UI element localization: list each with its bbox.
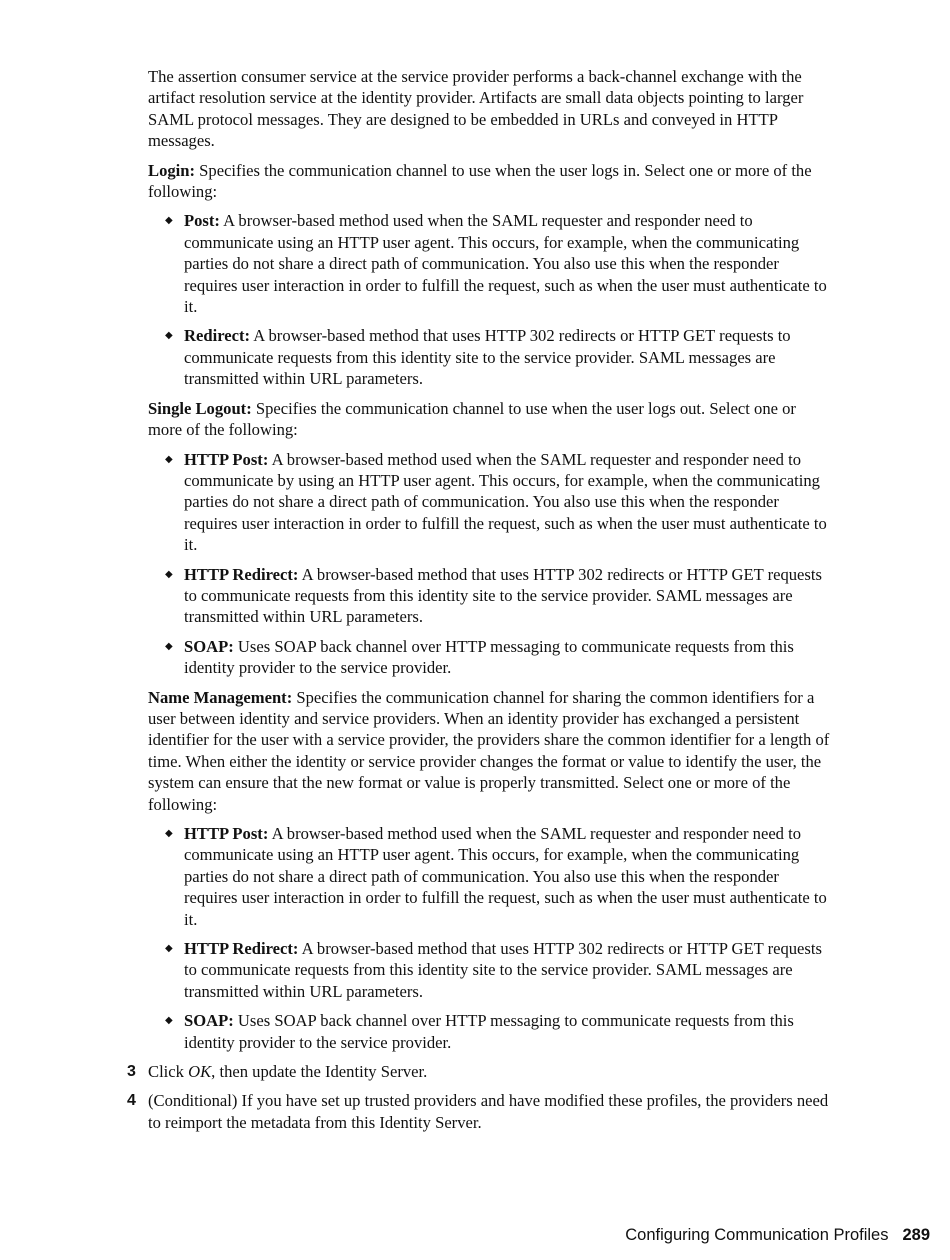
term-label: Login: [148, 160, 196, 180]
name-management-options-list [148, 823, 832, 1053]
intro-paragraph: The assertion consumer service at the service provider performs a back-channel exchange with the artifact resolution service at the identity provider. Artifacts are small data objects pointing to larger SAML protocol messages. They are designed to be embedded in URLs and conveyed in HTTP messages. [148, 67, 804, 151]
description-text: Specifies the communication channel to use when the user logs in. Select one or more of the following: [148, 160, 812, 202]
diamond-bullet-icon: ◆ [165, 453, 173, 465]
term-label: HTTP Post: [184, 824, 269, 843]
term-label: HTTP Post: [184, 449, 269, 469]
list-item [148, 325, 832, 389]
step-item [127, 1090, 832, 1133]
ok-button-reference: OK [188, 1062, 212, 1082]
login-description [148, 160, 832, 203]
description-text: A browser-based method used when the SAML requester and responder need to communicate using an HTTP user agent. This occurs, for example, when the communicating parties do not share a direct path of communication. You also use this when the responder requires user interaction in order to fulfill the request, such as when the user must authenticate to it. [184, 824, 827, 929]
diamond-bullet-icon: ◆ [165, 828, 173, 839]
diamond-bullet-icon: ◆ [165, 215, 173, 227]
diamond-bullet-icon: ◆ [165, 330, 173, 342]
term-label: Redirect: [184, 326, 251, 346]
description-text: A browser-based method used when the SAML requester and responder need to communicate by using an HTTP user agent. This occurs, for example, when the communicating parties do not share a direct path of communication. You also use this when the responder requires user interaction in order to fulfill the request, such as when the user must authenticate to it. [184, 449, 827, 555]
name-management-description [148, 687, 832, 815]
procedure-steps [127, 1061, 832, 1133]
page-footer [625, 1226, 930, 1245]
diamond-bullet-icon: ◆ [165, 1015, 173, 1027]
diamond-bullet-icon: ◆ [165, 943, 173, 955]
list-item [148, 1010, 832, 1053]
description-text: A browser-based method used when the SAML requester and responder need to communicate using an HTTP user agent. This occurs, for example, when the communicating parties do not share a direct path of communication. You also use this when the responder requires user interaction in order to fulfill the request, such as when the user must authenticate to it. [184, 211, 827, 317]
single-logout-description [148, 398, 832, 441]
single-logout-options-list [148, 449, 832, 679]
term-label: SOAP: [184, 1011, 234, 1031]
step-text: Click [148, 1062, 189, 1082]
list-item [148, 823, 832, 930]
page-body [127, 66, 832, 1141]
term-label: Single Logout: [148, 398, 252, 418]
term-label: SOAP: [184, 636, 234, 656]
login-options-list [148, 210, 832, 389]
list-item [148, 449, 832, 556]
description-text: Specifies the communication channel for sharing the common identifiers for a user between identity and service providers. When an identity provider has exchanged a persistent identifier for the user with a service provider, the providers share the common identifier for a length of time. When either the identity or service provider changes the format or value to identify the user, the system can ensure that the new format or value is properly transmitted. Select one or more of the following: [148, 687, 830, 814]
step-number: 3 [127, 1063, 136, 1081]
diamond-bullet-icon: ◆ [165, 568, 173, 580]
step-item [127, 1061, 832, 1082]
term-label: HTTP Redirect: [184, 564, 299, 584]
list-item [148, 210, 832, 317]
description-text: Uses SOAP back channel over HTTP messaging to communicate requests from this identity provider to the service provider. [184, 1011, 794, 1052]
page-number: 289 [902, 1226, 930, 1244]
description-text: A browser-based method that uses HTTP 302 redirects or HTTP GET requests to communicate requests from this identity site to the service provider. SAML messages are transmitted within URL parameters. [184, 939, 822, 1001]
term-label: Post: [184, 211, 220, 231]
term-label: HTTP Redirect: [184, 939, 299, 959]
list-item [148, 564, 832, 628]
step-number: 4 [127, 1092, 136, 1110]
description-text: Uses SOAP back channel over HTTP messaging to communicate requests from this identity provider to the service provider. [184, 636, 794, 678]
description-text: Specifies the communication channel to use when the user logs out. Select one or more of the following: [148, 398, 796, 440]
footer-section-title: Configuring Communication Profiles [625, 1226, 889, 1244]
diamond-bullet-icon: ◆ [165, 640, 173, 652]
list-item [148, 636, 832, 679]
list-item [148, 938, 832, 1002]
step-text: , then update the Identity Server. [211, 1062, 428, 1082]
description-text: A browser-based method that uses HTTP 302 redirects or HTTP GET requests to communicate requests from this identity site to the service provider. SAML messages are transmitted within URL parameters. [184, 326, 791, 389]
description-text: A browser-based method that uses HTTP 302 redirects or HTTP GET requests to communicate requests from this identity site to the service provider. SAML messages are transmitted within URL parameters. [184, 564, 822, 627]
step-text: (Conditional) If you have set up trusted providers and have modified these profiles, the providers need to reimport the metadata from this Identity Server. [148, 1091, 829, 1132]
term-label: Name Management: [148, 687, 293, 707]
